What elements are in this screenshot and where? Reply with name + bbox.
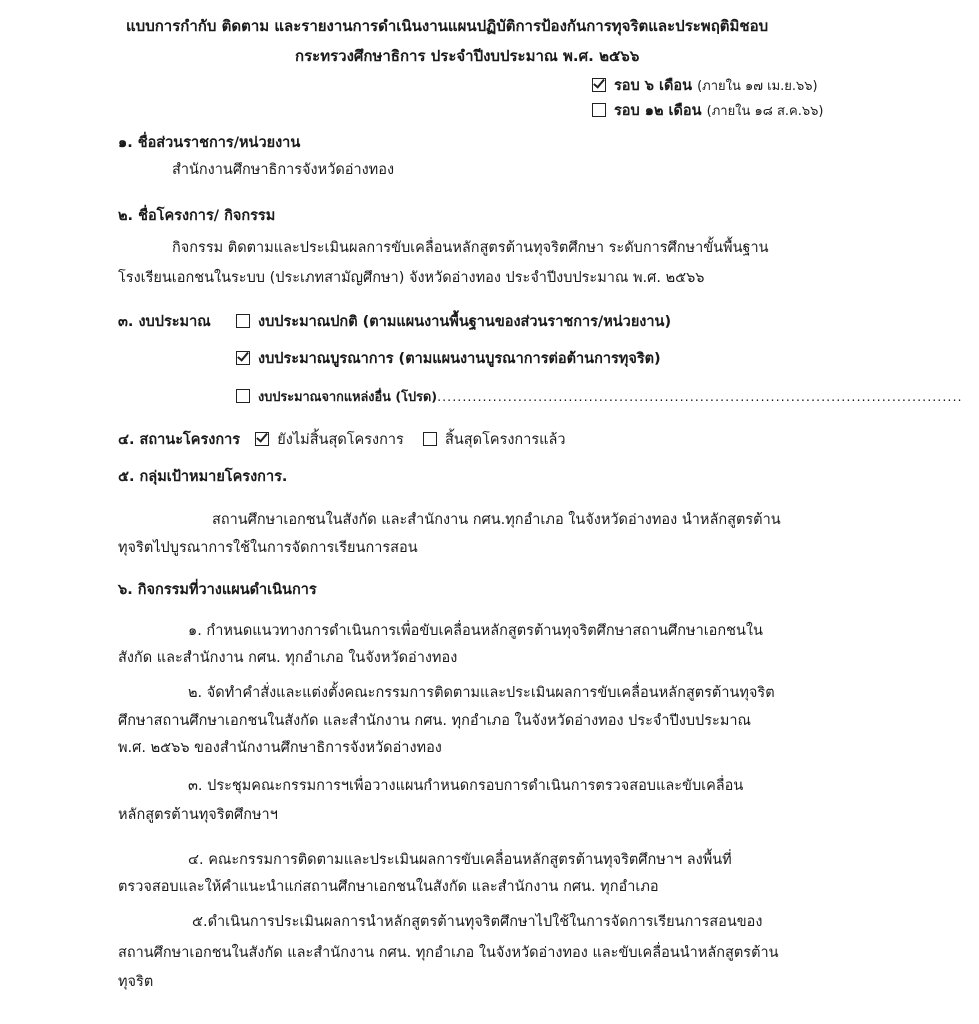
round-12-option[interactable]	[592, 101, 823, 122]
round-6-label: รอบ ๖ เดือน	[614, 78, 692, 94]
form-title-line1: แบบการกำกับ ติดตาม และรายงานการดำเนินงานแผนปฏิบัติการป้องกันการทุจริตและประพฤติมิชอบ	[126, 17, 769, 35]
round-12-label: รอบ ๑๒ เดือน	[614, 103, 702, 119]
activity-4-line1: ๔. คณะกรรมการติดตามและประเมินผลการขับเคลื่อนหลักสูตรต้านทุจริตศึกษาฯ ลงพื้นที่	[188, 852, 732, 868]
budget-other-fill-line: ........................................................................................................	[437, 390, 963, 405]
budget-regular-label: งบประมาณปกติ (ตามแผนงานพื้นฐานของส่วนราชการ/หน่วยงาน)	[258, 314, 672, 330]
budget-integrated-checkbox[interactable]	[236, 351, 250, 365]
section5-line1: สถานศึกษาเอกชนในสังกัด และสำนักงาน กศน.ทุกอำเภอ ในจังหวัดอ่างทอง นำหลักสูตรต้าน	[212, 512, 781, 528]
activity-1-line1: ๑. กำหนดแนวทางการดำเนินการเพื่อขับเคลื่อนหลักสูตรต้านทุจริตศึกษาสถานศึกษาเอกชนใน	[188, 623, 763, 639]
status-finished-label: สิ้นสุดโครงการแล้ว	[445, 432, 566, 448]
status-finished-checkbox[interactable]	[423, 432, 437, 446]
project-status-row	[118, 430, 566, 450]
section6-heading: ๖. กิจกรรมที่วางแผนดำเนินการ	[118, 582, 317, 598]
activity-4-line2: ตรวจสอบและให้คำแนะนำแก่สถานศึกษาเอกชนในสังกัด และสำนักงาน กศน. ทุกอำเภอ	[118, 879, 659, 895]
activity-1-line2: สังกัด และสำนักงาน กศน. ทุกอำเภอ ในจังหวัดอ่างทอง	[118, 650, 458, 666]
activity-5-line2: สถานศึกษาเอกชนในสังกัด และสำนักงาน กศน. ทุกอำเภอ ในจังหวัดอ่างทอง และขับเคลื่อนนำหลักสูตรต้าน	[118, 945, 779, 961]
budget-integrated-label: งบประมาณบูรณาการ (ตามแผนงานบูรณาการต่อต้านการทุจริต)	[258, 351, 661, 367]
status-ongoing-label: ยังไม่สิ้นสุดโครงการ	[277, 432, 404, 448]
section1-heading: ๑. ชื่อส่วนราชการ/หน่วยงาน	[118, 135, 301, 151]
round-6-option[interactable]	[592, 76, 818, 97]
section1-text: สำนักงานศึกษาธิการจังหวัดอ่างทอง	[172, 162, 395, 178]
budget-other-label: งบประมาณจากแหล่งอื่น (โปรด)	[258, 390, 438, 405]
section2-heading: ๒. ชื่อโครงการ/ กิจกรรม	[118, 208, 276, 224]
activity-5-line3: ทุจริต	[118, 974, 154, 990]
round-12-note: (ภายใน ๑๘ ส.ค.๖๖)	[706, 104, 824, 119]
section3-heading: ๓. งบประมาณ	[118, 314, 211, 330]
status-ongoing-checkbox[interactable]	[255, 432, 269, 446]
round-12-checkbox[interactable]	[592, 103, 606, 117]
activity-3-line2: หลักสูตรต้านทุจริตศึกษาฯ	[118, 807, 278, 823]
section2-line1: กิจกรรม ติดตามและประเมินผลการขับเคลื่อนหลักสูตรต้านทุจริตศึกษา ระดับการศึกษาขั้นพื้นฐาน	[172, 240, 769, 256]
budget-option-regular[interactable]	[236, 312, 671, 332]
activity-2-line2: ศึกษาสถานศึกษาเอกชนในสังกัด และสำนักงาน กศน. ทุกอำเภอ ในจังหวัดอ่างทอง ประจำปีงบประมาณ	[118, 713, 751, 729]
activity-5-line1: ๕.ดำเนินการประเมินผลการนำหลักสูตรต้านทุจริตศึกษาไปใช้ในการจัดการเรียนการสอนของ	[192, 914, 763, 930]
activity-2-line1: ๒. จัดทำคำสั่งและแต่งตั้งคณะกรรมการติดตามและประเมินผลการขับเคลื่อนหลักสูตรต้านทุจริต	[188, 685, 775, 701]
form-title-line2: กระทรวงศึกษาธิการ ประจำปีงบประมาณ พ.ศ. ๒๕๖๖	[295, 47, 640, 65]
round-6-checkbox[interactable]	[592, 78, 606, 92]
budget-option-integrated[interactable]	[236, 349, 661, 369]
section2-line2: โรงเรียนเอกชนในระบบ (ประเภทสามัญศึกษา) จังหวัดอ่างทอง ประจำปีงบประมาณ พ.ศ. ๒๕๖๖	[118, 270, 705, 286]
budget-other-checkbox[interactable]	[236, 389, 250, 403]
section5-heading: ๕. กลุ่มเป้าหมายโครงการ.	[118, 469, 288, 485]
section5-line2: ทุจริตไปบูรณาการใช้ในการจัดการเรียนการสอน	[118, 540, 418, 556]
round-6-note: (ภายใน ๑๗ เม.ย.๖๖)	[697, 79, 818, 94]
activity-3-line1: ๓. ประชุมคณะกรรมการฯเพื่อวางแผนกำหนดกรอบการดำเนินการตรวจสอบและขับเคลื่อน	[188, 778, 744, 794]
activity-2-line3: พ.ศ. ๒๕๖๖ ของสำนักงานศึกษาธิการจังหวัดอ่างทอง	[118, 740, 442, 756]
budget-regular-checkbox[interactable]	[236, 314, 250, 328]
budget-option-other[interactable]	[236, 388, 963, 408]
section4-heading: ๔. สถานะโครงการ	[118, 432, 241, 448]
